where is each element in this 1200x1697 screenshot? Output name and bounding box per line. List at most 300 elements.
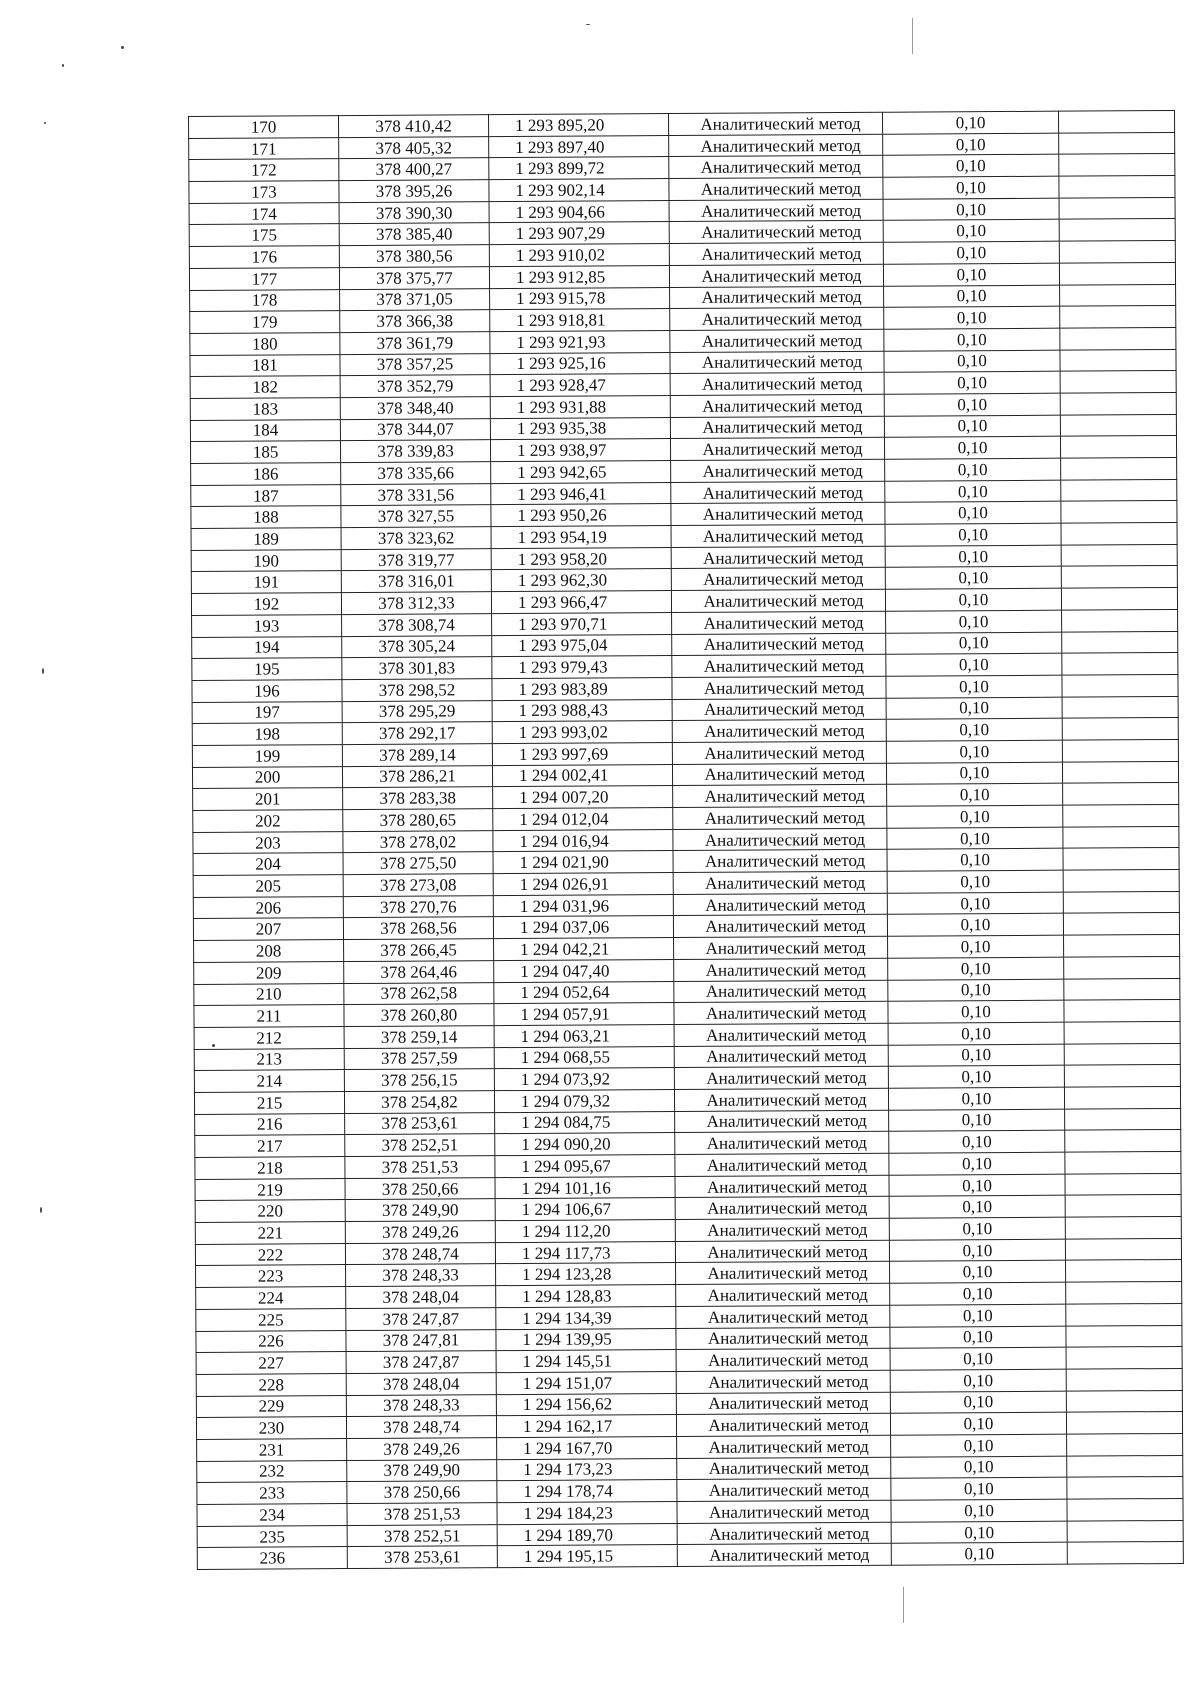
empty-cell	[1059, 176, 1175, 198]
x-coordinate-cell: 378 395,26	[339, 180, 489, 203]
y-coordinate-cell: 1 294 063,21	[494, 1024, 674, 1047]
y-coordinate-cell: 1 294 007,20	[493, 786, 673, 809]
accuracy-cell: 0,10	[890, 1326, 1066, 1349]
point-number-cell: 213	[194, 1048, 344, 1071]
accuracy-cell: 0,10	[886, 653, 1062, 676]
accuracy-cell: 0,10	[884, 415, 1060, 438]
method-cell: Аналитический метод	[677, 1544, 891, 1567]
point-number-cell: 236	[197, 1547, 347, 1570]
accuracy-cell: 0,10	[888, 935, 1064, 958]
accuracy-cell: 0,10	[884, 393, 1060, 416]
point-number-cell: 208	[194, 940, 344, 963]
accuracy-cell: 0,10	[882, 111, 1058, 134]
x-coordinate-cell: 378 249,26	[345, 1221, 495, 1244]
x-coordinate-cell: 378 247,81	[346, 1329, 496, 1352]
empty-cell	[1061, 566, 1177, 588]
empty-cell	[1063, 804, 1179, 826]
accuracy-cell: 0,10	[887, 783, 1063, 806]
empty-cell	[1062, 609, 1178, 631]
x-coordinate-cell: 378 275,50	[343, 852, 493, 875]
method-cell: Аналитический метод	[670, 373, 884, 396]
empty-cell	[1066, 1368, 1182, 1390]
point-number-cell: 194	[192, 636, 342, 659]
x-coordinate-cell: 378 316,01	[341, 570, 491, 593]
point-number-cell: 216	[195, 1113, 345, 1136]
empty-cell	[1067, 1542, 1183, 1564]
y-coordinate-cell: 1 294 031,96	[493, 894, 673, 917]
empty-cell	[1065, 1195, 1181, 1217]
y-coordinate-cell: 1 293 975,04	[492, 634, 672, 657]
empty-cell	[1061, 544, 1177, 566]
accuracy-cell: 0,10	[888, 957, 1064, 980]
point-number-cell: 215	[194, 1091, 344, 1114]
x-coordinate-cell: 378 251,53	[347, 1503, 497, 1526]
table-row	[197, 1542, 1183, 1570]
method-cell: Аналитический метод	[676, 1413, 890, 1436]
x-coordinate-cell: 378 298,52	[342, 679, 492, 702]
method-cell: Аналитический метод	[672, 719, 886, 742]
x-coordinate-cell: 378 256,15	[344, 1069, 494, 1092]
point-number-cell: 197	[192, 701, 342, 724]
method-cell: Аналитический метод	[669, 199, 883, 222]
method-cell: Аналитический метод	[671, 589, 885, 612]
empty-cell	[1062, 674, 1178, 696]
point-number-cell: 232	[197, 1460, 347, 1483]
y-coordinate-cell: 1 294 162,17	[496, 1415, 676, 1438]
accuracy-cell: 0,10	[887, 870, 1063, 893]
method-cell: Аналитический метод	[674, 936, 888, 959]
method-cell: Аналитический метод	[673, 893, 887, 916]
method-cell: Аналитический метод	[670, 351, 884, 374]
method-cell: Аналитический метод	[673, 828, 887, 851]
point-number-cell: 222	[195, 1243, 345, 1266]
x-coordinate-cell: 378 252,51	[345, 1134, 495, 1157]
x-coordinate-cell: 378 280,65	[343, 809, 493, 832]
point-number-cell: 223	[196, 1265, 346, 1288]
method-cell: Аналитический метод	[674, 1088, 888, 1111]
point-number-cell: 230	[196, 1417, 346, 1440]
empty-cell	[1063, 826, 1179, 848]
method-cell: Аналитический метод	[671, 503, 885, 526]
accuracy-cell: 0,10	[887, 914, 1063, 937]
method-cell: Аналитический метод	[672, 611, 886, 634]
accuracy-cell: 0,10	[884, 328, 1060, 351]
method-cell: Аналитический метод	[676, 1305, 890, 1328]
y-coordinate-cell: 1 294 117,73	[495, 1241, 675, 1264]
x-coordinate-cell: 378 254,82	[344, 1091, 494, 1114]
y-coordinate-cell: 1 294 167,70	[497, 1436, 677, 1459]
method-cell: Аналитический метод	[676, 1392, 890, 1415]
accuracy-cell: 0,10	[885, 567, 1061, 590]
y-coordinate-cell: 1 294 026,91	[493, 873, 673, 896]
point-number-cell: 171	[189, 137, 339, 160]
y-coordinate-cell: 1 293 966,47	[491, 591, 671, 614]
accuracy-cell: 0,10	[883, 198, 1059, 221]
empty-cell	[1064, 1086, 1180, 1108]
accuracy-cell: 0,10	[885, 502, 1061, 525]
empty-cell	[1060, 436, 1176, 458]
method-cell: Аналитический метод	[674, 1023, 888, 1046]
accuracy-cell: 0,10	[883, 133, 1059, 156]
y-coordinate-cell: 1 293 928,47	[490, 374, 670, 397]
accuracy-cell: 0,10	[887, 805, 1063, 828]
method-cell: Аналитический метод	[673, 806, 887, 829]
point-number-cell: 210	[194, 983, 344, 1006]
empty-cell	[1064, 1000, 1180, 1022]
accuracy-cell: 0,10	[886, 718, 1062, 741]
empty-cell	[1060, 414, 1176, 436]
y-coordinate-cell: 1 293 988,43	[492, 699, 672, 722]
method-cell: Аналитический метод	[672, 676, 886, 699]
x-coordinate-cell: 378 266,45	[344, 939, 494, 962]
point-number-cell: 233	[197, 1482, 347, 1505]
scan-speck	[62, 64, 64, 67]
method-cell: Аналитический метод	[672, 741, 886, 764]
y-coordinate-cell: 1 294 016,94	[493, 829, 673, 852]
x-coordinate-cell: 378 252,51	[347, 1524, 497, 1547]
x-coordinate-cell: 378 278,02	[343, 830, 493, 853]
y-coordinate-cell: 1 294 112,20	[495, 1220, 675, 1243]
point-number-cell: 203	[193, 831, 343, 854]
x-coordinate-cell: 378 249,90	[347, 1459, 497, 1482]
point-number-cell: 181	[190, 354, 340, 377]
point-number-cell: 173	[189, 181, 339, 204]
method-cell: Аналитический метод	[673, 785, 887, 808]
method-cell: Аналитический метод	[669, 156, 883, 179]
y-coordinate-cell: 1 293 962,30	[491, 569, 671, 592]
y-coordinate-cell: 1 294 173,23	[497, 1458, 677, 1481]
accuracy-cell: 0,10	[886, 697, 1062, 720]
method-cell: Аналитический метод	[674, 980, 888, 1003]
empty-cell	[1061, 588, 1177, 610]
accuracy-cell: 0,10	[886, 610, 1062, 633]
scan-speck	[42, 668, 44, 674]
x-coordinate-cell: 378 366,38	[340, 310, 490, 333]
method-cell: Аналитический метод	[669, 177, 883, 200]
y-coordinate-cell: 1 294 156,62	[496, 1393, 676, 1416]
y-coordinate-cell: 1 294 057,91	[494, 1003, 674, 1026]
point-number-cell: 200	[192, 766, 342, 789]
point-number-cell: 209	[194, 961, 344, 984]
point-number-cell: 217	[195, 1135, 345, 1158]
y-coordinate-cell: 1 294 090,20	[495, 1133, 675, 1156]
empty-cell	[1060, 284, 1176, 306]
point-number-cell: 177	[189, 267, 339, 290]
empty-cell	[1064, 1043, 1180, 1065]
accuracy-cell: 0,10	[891, 1521, 1067, 1544]
y-coordinate-cell: 1 293 910,02	[489, 244, 669, 267]
point-number-cell: 180	[190, 332, 340, 355]
scan-speck	[44, 122, 46, 124]
method-cell: Аналитический метод	[669, 221, 883, 244]
point-number-cell: 183	[190, 398, 340, 421]
empty-cell	[1062, 739, 1178, 761]
y-coordinate-cell: 1 294 068,55	[494, 1046, 674, 1069]
y-coordinate-cell: 1 293 899,72	[489, 157, 669, 180]
y-coordinate-cell: 1 293 983,89	[492, 677, 672, 700]
point-number-cell: 199	[192, 745, 342, 768]
point-number-cell: 234	[197, 1504, 347, 1527]
coordinates-table-body	[189, 110, 1184, 1569]
method-cell: Аналитический метод	[677, 1500, 891, 1523]
x-coordinate-cell: 378 308,74	[342, 613, 492, 636]
point-number-cell: 184	[190, 419, 340, 442]
y-coordinate-cell: 1 293 921,93	[490, 330, 670, 353]
y-coordinate-cell: 1 293 946,41	[491, 482, 671, 505]
method-cell: Аналитический метод	[677, 1457, 891, 1480]
point-number-cell: 185	[190, 441, 340, 464]
y-coordinate-cell: 1 294 021,90	[493, 851, 673, 874]
x-coordinate-cell: 378 260,80	[344, 1004, 494, 1027]
empty-cell	[1064, 935, 1180, 957]
scan-speck	[586, 24, 590, 25]
point-number-cell: 182	[190, 376, 340, 399]
scan-speck	[121, 46, 124, 49]
accuracy-cell: 0,10	[884, 350, 1060, 373]
x-coordinate-cell: 378 405,32	[339, 136, 489, 159]
y-coordinate-cell: 1 293 954,19	[491, 526, 671, 549]
method-cell: Аналитический метод	[672, 698, 886, 721]
scan-line	[903, 1587, 904, 1623]
empty-cell	[1066, 1260, 1182, 1282]
empty-cell	[1063, 870, 1179, 892]
empty-cell	[1066, 1390, 1182, 1412]
coordinates-table	[188, 110, 1184, 1570]
empty-cell	[1062, 653, 1178, 675]
point-number-cell: 220	[195, 1200, 345, 1223]
y-coordinate-cell: 1 294 128,83	[496, 1285, 676, 1308]
accuracy-cell: 0,10	[883, 155, 1059, 178]
point-number-cell: 192	[191, 593, 341, 616]
x-coordinate-cell: 378 249,26	[347, 1438, 497, 1461]
point-number-cell: 205	[193, 875, 343, 898]
accuracy-cell: 0,10	[889, 1217, 1065, 1240]
y-coordinate-cell: 1 293 931,88	[490, 395, 670, 418]
accuracy-cell: 0,10	[888, 979, 1064, 1002]
accuracy-cell: 0,10	[888, 1022, 1064, 1045]
point-number-cell: 204	[193, 853, 343, 876]
accuracy-cell: 0,10	[891, 1543, 1067, 1566]
accuracy-cell: 0,10	[891, 1477, 1067, 1500]
method-cell: Аналитический метод	[670, 416, 884, 439]
point-number-cell: 187	[191, 484, 341, 507]
x-coordinate-cell: 378 380,56	[339, 245, 489, 268]
point-number-cell: 179	[190, 311, 340, 334]
accuracy-cell: 0,10	[886, 762, 1062, 785]
accuracy-cell: 0,10	[891, 1499, 1067, 1522]
x-coordinate-cell: 378 323,62	[341, 527, 491, 550]
accuracy-cell: 0,10	[890, 1347, 1066, 1370]
accuracy-cell: 0,10	[884, 285, 1060, 308]
x-coordinate-cell: 378 339,83	[340, 440, 490, 463]
y-coordinate-cell: 1 294 106,67	[495, 1198, 675, 1221]
x-coordinate-cell: 378 259,14	[344, 1026, 494, 1049]
method-cell: Аналитический метод	[671, 524, 885, 547]
x-coordinate-cell: 378 352,79	[340, 375, 490, 398]
empty-cell	[1059, 132, 1175, 154]
method-cell: Аналитический метод	[673, 850, 887, 873]
x-coordinate-cell: 378 262,58	[344, 982, 494, 1005]
method-cell: Аналитический метод	[676, 1348, 890, 1371]
method-cell: Аналитический метод	[675, 1240, 889, 1263]
x-coordinate-cell: 378 410,42	[339, 115, 489, 138]
x-coordinate-cell: 378 251,53	[345, 1156, 495, 1179]
x-coordinate-cell: 378 292,17	[342, 722, 492, 745]
accuracy-cell: 0,10	[888, 1087, 1064, 1110]
point-number-cell: 193	[192, 614, 342, 637]
empty-cell	[1067, 1520, 1183, 1542]
method-cell: Аналитический метод	[673, 871, 887, 894]
x-coordinate-cell: 378 283,38	[343, 787, 493, 810]
y-coordinate-cell: 1 293 935,38	[490, 417, 670, 440]
y-coordinate-cell: 1 293 925,16	[490, 352, 670, 375]
x-coordinate-cell: 378 312,33	[341, 592, 491, 615]
empty-cell	[1059, 219, 1175, 241]
x-coordinate-cell: 378 247,87	[346, 1351, 496, 1374]
x-coordinate-cell: 378 319,77	[341, 548, 491, 571]
empty-cell	[1060, 392, 1176, 414]
method-cell: Аналитический метод	[675, 1132, 889, 1155]
x-coordinate-cell: 378 357,25	[340, 353, 490, 376]
accuracy-cell: 0,10	[885, 523, 1061, 546]
empty-cell	[1063, 913, 1179, 935]
x-coordinate-cell: 378 344,07	[340, 418, 490, 441]
x-coordinate-cell: 378 400,27	[339, 158, 489, 181]
y-coordinate-cell: 1 294 145,51	[496, 1350, 676, 1373]
empty-cell	[1064, 1021, 1180, 1043]
x-coordinate-cell: 378 248,74	[346, 1416, 496, 1439]
y-coordinate-cell: 1 294 195,15	[497, 1545, 677, 1568]
point-number-cell: 221	[195, 1222, 345, 1245]
point-number-cell: 191	[191, 571, 341, 594]
x-coordinate-cell: 378 253,61	[345, 1112, 495, 1135]
x-coordinate-cell: 378 248,74	[345, 1242, 495, 1265]
point-number-cell: 206	[193, 896, 343, 919]
method-cell: Аналитический метод	[671, 568, 885, 591]
y-coordinate-cell: 1 294 002,41	[492, 764, 672, 787]
x-coordinate-cell: 378 301,83	[342, 657, 492, 680]
y-coordinate-cell: 1 294 095,67	[495, 1155, 675, 1178]
empty-cell	[1065, 1151, 1181, 1173]
accuracy-cell: 0,10	[889, 1239, 1065, 1262]
point-number-cell: 219	[195, 1178, 345, 1201]
point-number-cell: 170	[189, 116, 339, 139]
x-coordinate-cell: 378 348,40	[340, 397, 490, 420]
point-number-cell: 227	[196, 1352, 346, 1375]
x-coordinate-cell: 378 375,77	[339, 266, 489, 289]
method-cell: Аналитический метод	[675, 1175, 889, 1198]
method-cell: Аналитический метод	[671, 481, 885, 504]
empty-cell	[1063, 891, 1179, 913]
empty-cell	[1062, 631, 1178, 653]
y-coordinate-cell: 1 293 902,14	[489, 179, 669, 202]
empty-cell	[1065, 1173, 1181, 1195]
x-coordinate-cell: 378 305,24	[342, 635, 492, 658]
y-coordinate-cell: 1 293 895,20	[488, 114, 668, 137]
method-cell: Аналитический метод	[675, 1197, 889, 1220]
empty-cell	[1066, 1347, 1182, 1369]
empty-cell	[1060, 371, 1176, 393]
accuracy-cell: 0,10	[887, 827, 1063, 850]
point-number-cell: 229	[196, 1395, 346, 1418]
point-number-cell: 186	[191, 463, 341, 486]
point-number-cell: 175	[189, 224, 339, 247]
method-cell: Аналитический метод	[676, 1370, 890, 1393]
method-cell: Аналитический метод	[677, 1522, 891, 1545]
y-coordinate-cell: 1 293 915,78	[490, 287, 670, 310]
accuracy-cell: 0,10	[887, 892, 1063, 915]
point-number-cell: 224	[196, 1287, 346, 1310]
accuracy-cell: 0,10	[889, 1196, 1065, 1219]
point-number-cell: 174	[189, 202, 339, 225]
y-coordinate-cell: 1 294 184,23	[497, 1502, 677, 1525]
x-coordinate-cell: 378 335,66	[341, 462, 491, 485]
y-coordinate-cell: 1 294 134,39	[496, 1306, 676, 1329]
point-number-cell: 226	[196, 1330, 346, 1353]
x-coordinate-cell: 378 273,08	[343, 874, 493, 897]
scan-speck	[40, 1207, 42, 1213]
empty-cell	[1061, 523, 1177, 545]
method-cell: Аналитический метод	[670, 438, 884, 461]
empty-cell	[1060, 349, 1176, 371]
y-coordinate-cell: 1 293 970,71	[492, 612, 672, 635]
method-cell: Аналитический метод	[672, 654, 886, 677]
method-cell: Аналитический метод	[676, 1327, 890, 1350]
x-coordinate-cell: 378 257,59	[344, 1047, 494, 1070]
y-coordinate-cell: 1 293 897,40	[489, 135, 669, 158]
accuracy-cell: 0,10	[885, 480, 1061, 503]
method-cell: Аналитический метод	[673, 915, 887, 938]
method-cell: Аналитический метод	[669, 242, 883, 265]
method-cell: Аналитический метод	[674, 1045, 888, 1068]
accuracy-cell: 0,10	[890, 1369, 1066, 1392]
x-coordinate-cell: 378 250,66	[347, 1481, 497, 1504]
empty-cell	[1065, 1108, 1181, 1130]
point-number-cell: 178	[190, 289, 340, 312]
y-coordinate-cell: 1 294 178,74	[497, 1480, 677, 1503]
x-coordinate-cell: 378 327,55	[341, 505, 491, 528]
empty-cell	[1059, 262, 1175, 284]
x-coordinate-cell: 378 390,30	[339, 201, 489, 224]
empty-cell	[1061, 457, 1177, 479]
accuracy-cell: 0,10	[888, 1065, 1064, 1088]
point-number-cell: 195	[192, 658, 342, 681]
point-number-cell: 211	[194, 1005, 344, 1028]
method-cell: Аналитический метод	[675, 1153, 889, 1176]
y-coordinate-cell: 1 293 942,65	[491, 461, 671, 484]
method-cell: Аналитический метод	[676, 1283, 890, 1306]
point-number-cell: 201	[193, 788, 343, 811]
empty-cell	[1062, 696, 1178, 718]
point-number-cell: 176	[189, 246, 339, 269]
accuracy-cell: 0,10	[888, 1044, 1064, 1067]
x-coordinate-cell: 378 248,33	[346, 1264, 496, 1287]
accuracy-cell: 0,10	[884, 371, 1060, 394]
x-coordinate-cell: 378 264,46	[344, 960, 494, 983]
empty-cell	[1061, 479, 1177, 501]
empty-cell	[1059, 197, 1175, 219]
accuracy-cell: 0,10	[889, 1174, 1065, 1197]
y-coordinate-cell: 1 293 938,97	[490, 439, 670, 462]
x-coordinate-cell: 378 286,21	[342, 765, 492, 788]
x-coordinate-cell: 378 361,79	[340, 332, 490, 355]
empty-cell	[1064, 956, 1180, 978]
accuracy-cell: 0,10	[885, 545, 1061, 568]
point-number-cell: 218	[195, 1157, 345, 1180]
y-coordinate-cell: 1 293 912,85	[489, 265, 669, 288]
accuracy-cell: 0,10	[889, 1152, 1065, 1175]
empty-cell	[1062, 761, 1178, 783]
